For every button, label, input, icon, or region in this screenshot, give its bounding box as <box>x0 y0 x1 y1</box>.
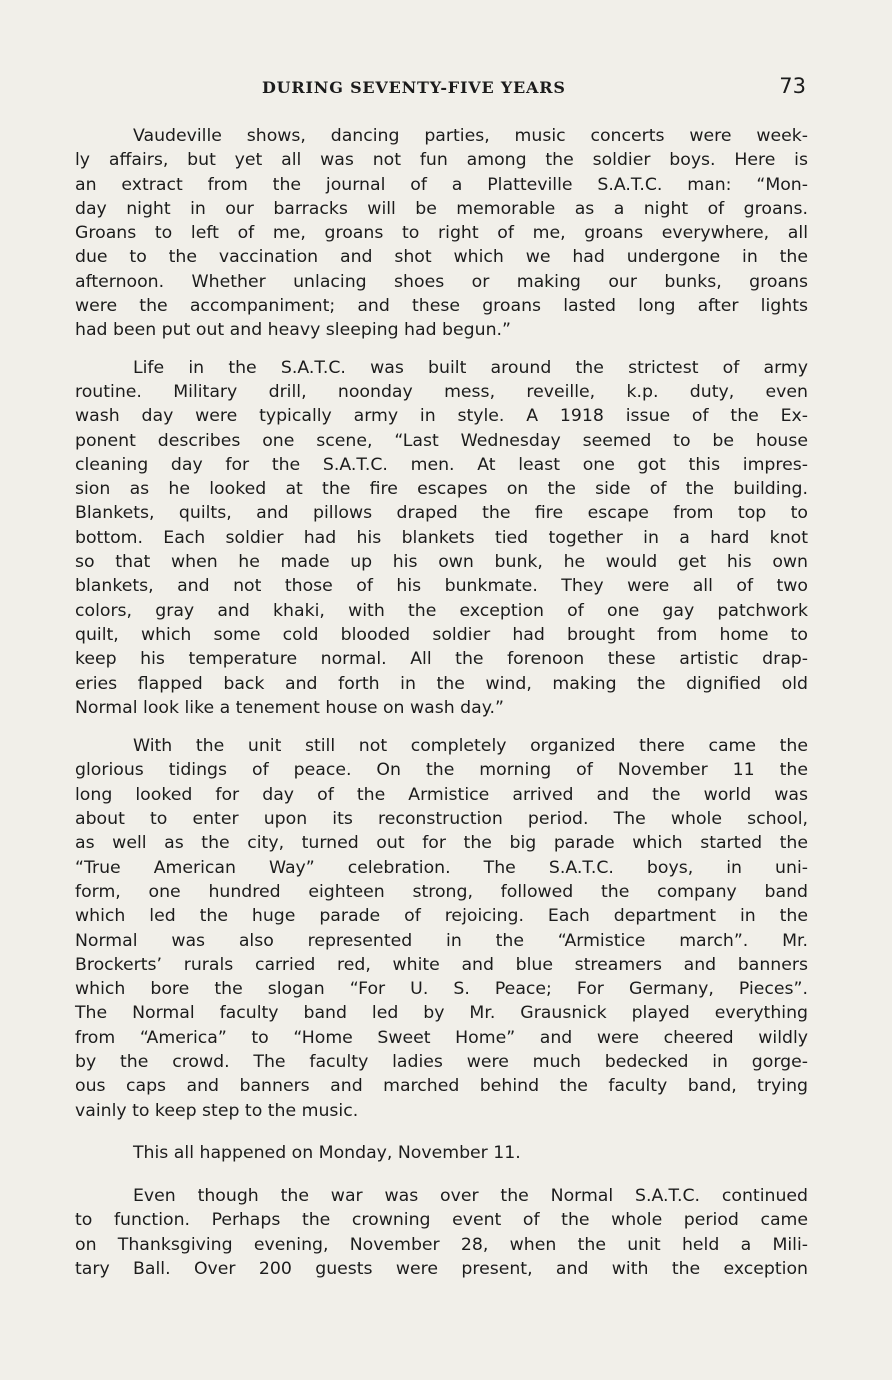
text-line: were the accompaniment; and these groans lasted long after lights <box>75 296 808 317</box>
text-line: wash day were typically army in style. A 1918 issue of the Ex- <box>75 406 808 427</box>
text-line: ponent describes one scene, “Last Wednesday seemed to be house <box>75 430 808 451</box>
text-line: ly affairs, but yet all was not fun among the soldier boys. Here is <box>75 150 808 171</box>
paragraph-4 <box>75 1141 808 1165</box>
text-line: keep his temperature normal. All the forenoon these artistic drap- <box>75 649 808 670</box>
text-line: eries flapped back and forth in the wind, making the dignified old <box>75 673 808 694</box>
text-line: on Thanksgiving evening, November 28, when the unit held a Mili- <box>75 1234 808 1255</box>
text-line: Normal was also represented in the “Armistice march”. Mr. <box>75 930 808 951</box>
text-line: due to the vaccination and shot which we had undergone in the <box>75 247 808 268</box>
text-line: afternoon. Whether unlacing shoes or making our bunks, groans <box>75 271 808 292</box>
text-line: Normal look like a tenement house on wash day.” <box>75 697 504 718</box>
text-line: quilt, which some cold blooded soldier had brought from home to <box>75 624 808 645</box>
paragraph-2 <box>75 356 808 720</box>
text-line: blankets, and not those of his bunkmate. They were all of two <box>75 576 808 597</box>
text-line: day night in our barracks will be memorable as a night of groans. <box>75 198 808 219</box>
text-line: colors, gray and khaki, with the exception of one gay patchwork <box>75 600 808 621</box>
body-text <box>75 124 808 1281</box>
text-line: Even though the war was over the Normal S.A.T.C. continued <box>133 1186 808 1207</box>
text-line: cleaning day for the S.A.T.C. men. At least one got this impres- <box>75 454 808 475</box>
page-number: 73 <box>779 74 806 98</box>
text-line: Vaudeville shows, dancing parties, music concerts were week- <box>133 126 808 146</box>
text-line: ous caps and banners and marched behind the faculty band, trying <box>75 1076 808 1097</box>
text-line: This all happened on Monday, November 11. <box>133 1142 521 1163</box>
text-line: long looked for day of the Armistice arrived and the world was <box>75 784 808 805</box>
text-line: tary Ball. Over 200 guests were present, and with the exception <box>75 1259 808 1280</box>
paragraph-1 <box>75 124 808 343</box>
text-line: which led the huge parade of rejoicing. Each department in the <box>75 906 808 927</box>
text-line: vainly to keep step to the music. <box>75 1100 359 1121</box>
text-line: Groans to left of me, groans to right of me, groans everywhere, all <box>75 223 808 244</box>
text-line: from “America” to “Home Sweet Home” and were cheered wildly <box>75 1027 808 1048</box>
running-title: DURING SEVENTY-FIVE YEARS <box>262 78 566 97</box>
text-line: routine. Military drill, noonday mess, reveille, k.p. duty, even <box>75 381 808 402</box>
text-line: Life in the S.A.T.C. was built around the strictest of army <box>133 357 808 378</box>
text-line: sion as he looked at the fire escapes on the side of the building. <box>75 479 808 500</box>
text-line: to function. Perhaps the crowning event of the whole period came <box>75 1210 808 1231</box>
text-line: which bore the slogan “For U. S. Peace; For Germany, Pieces”. <box>75 979 808 1000</box>
text-line: Blankets, quilts, and pillows draped the fire escape from top to <box>75 503 808 524</box>
text-line: “True American Way” celebration. The S.A.T.C. boys, in uni- <box>75 857 808 878</box>
paragraph-5 <box>75 1184 808 1281</box>
text-line: Brockerts’ rurals carried red, white and blue streamers and banners <box>75 954 808 975</box>
text-line: With the unit still not completely organized there came the <box>133 736 808 757</box>
text-line: an extract from the journal of a Platteville S.A.T.C. man: “Mon- <box>75 174 808 195</box>
text-line: as well as the city, turned out for the big parade which started the <box>75 833 808 854</box>
text-line: about to enter upon its reconstruction period. The whole school, <box>75 809 808 830</box>
text-line: glorious tidings of peace. On the morning of November 11 the <box>75 760 808 781</box>
text-line: had been put out and heavy sleeping had begun.” <box>75 320 511 341</box>
text-line: by the crowd. The faculty ladies were much bedecked in gorge- <box>75 1051 808 1072</box>
page-header <box>75 74 808 104</box>
text-line: form, one hundred eighteen strong, followed the company band <box>75 881 808 902</box>
text-line: The Normal faculty band led by Mr. Grausnick played everything <box>75 1003 808 1024</box>
paragraph-3 <box>75 734 808 1123</box>
text-line: so that when he made up his own bunk, he would get his own <box>75 552 808 573</box>
text-line: bottom. Each soldier had his blankets tied together in a hard knot <box>75 527 808 548</box>
